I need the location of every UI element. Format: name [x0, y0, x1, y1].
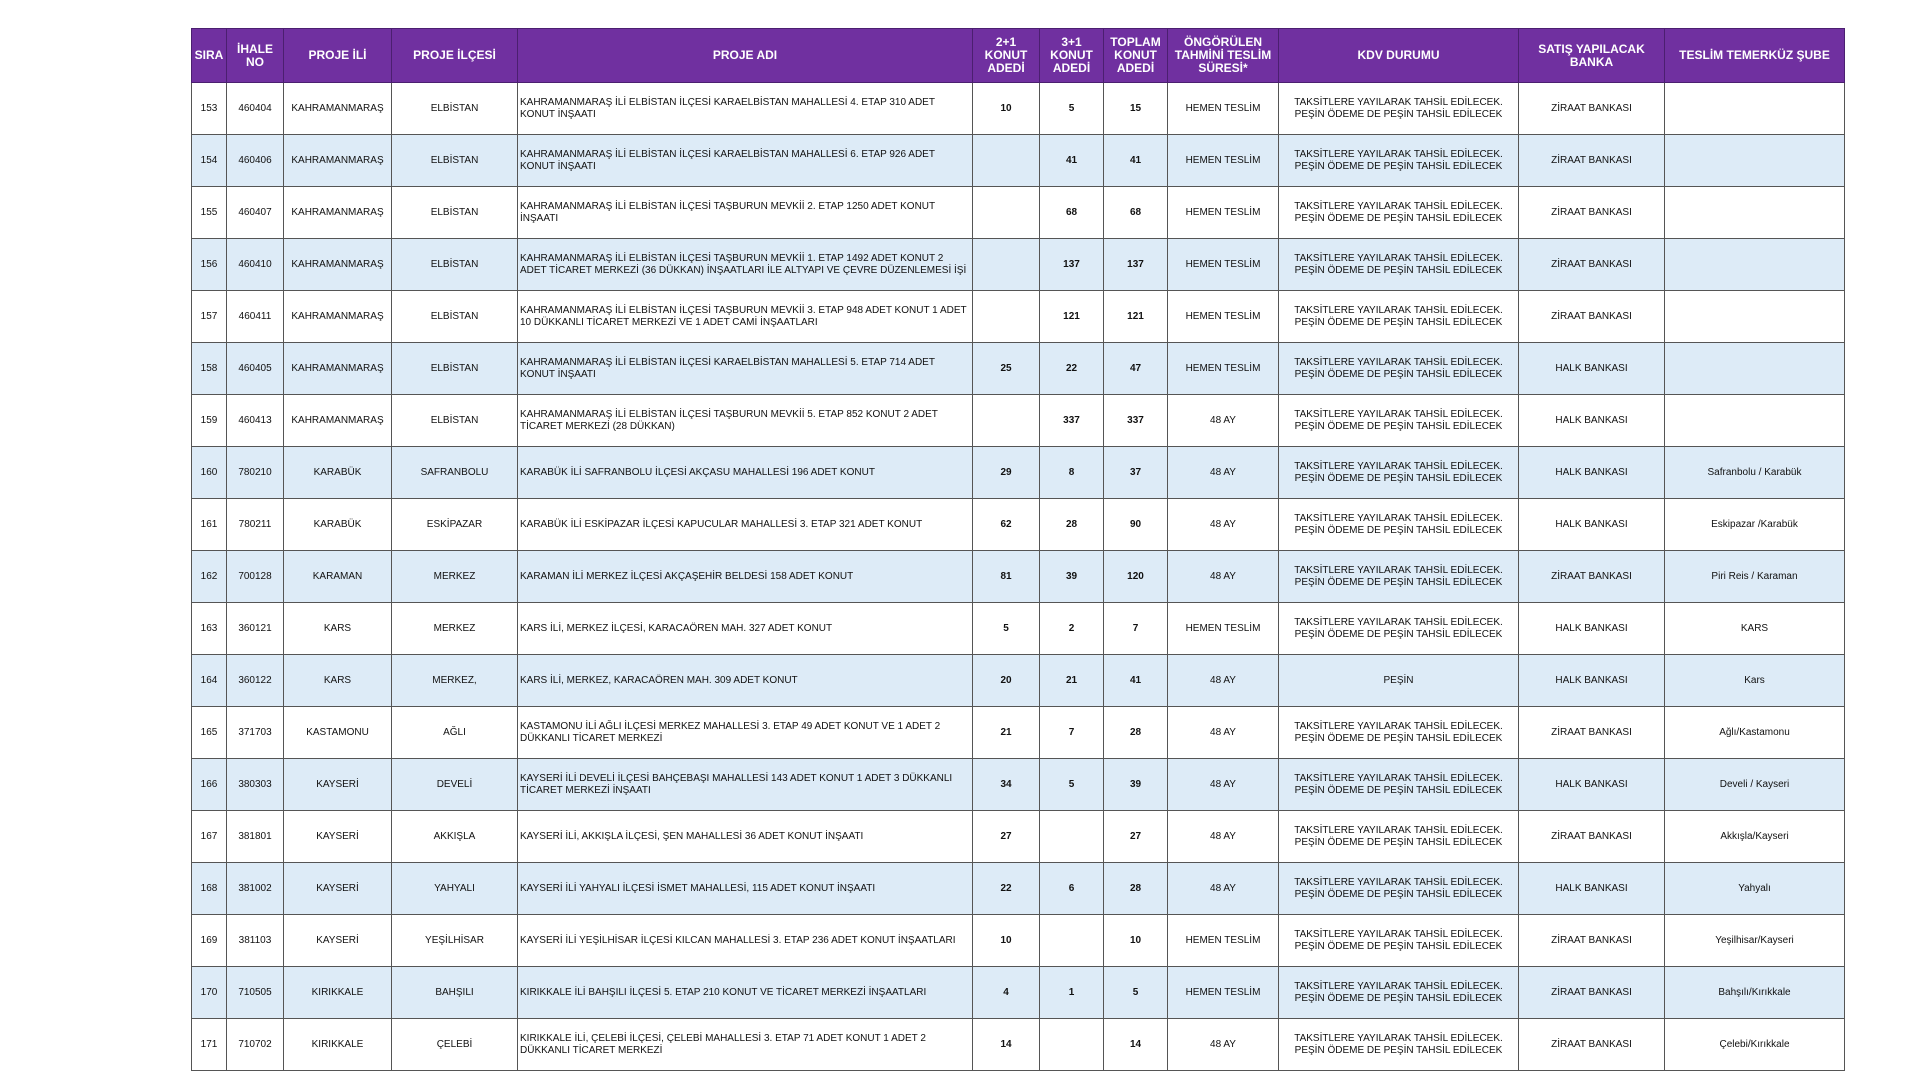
cell-teslim-suresi: HEMEN TESLİM: [1168, 187, 1279, 239]
cell-toplam: 41: [1104, 135, 1168, 187]
cell-proje-adi: KARAMAN İLİ MERKEZ İLÇESİ AKÇAŞEHİR BELDESİ 158 ADET KONUT: [518, 551, 973, 603]
cell-teslim-suresi: 48 AY: [1168, 447, 1279, 499]
cell-ihale-no: 710505: [227, 967, 284, 1019]
cell-proje-ilcesi: MERKEZ: [392, 603, 518, 655]
cell-teslim-suresi: 48 AY: [1168, 551, 1279, 603]
table-row: [192, 915, 1845, 967]
cell-kdv-durumu: TAKSİTLERE YAYILARAK TAHSİL EDİLECEK. PEŞİN ÖDEME DE PEŞİN TAHSİL EDİLECEK: [1279, 499, 1519, 551]
cell-toplam: 10: [1104, 915, 1168, 967]
cell-teslim-sube: [1665, 291, 1845, 343]
cell-sira: 159: [192, 395, 227, 447]
table-row: [192, 1019, 1845, 1071]
cell-teslim-sube: Safranbolu / Karabük: [1665, 447, 1845, 499]
cell-proje-ili: KAHRAMANMARAŞ: [284, 239, 392, 291]
cell-proje-adi: KARABÜK İLİ ESKİPAZAR İLÇESİ KAPUCULAR MAHALLESİ 3. ETAP 321 ADET KONUT: [518, 499, 973, 551]
cell-2-1-konut: 25: [973, 343, 1040, 395]
cell-3-1-konut: 28: [1040, 499, 1104, 551]
cell-proje-ili: KAHRAMANMARAŞ: [284, 291, 392, 343]
cell-teslim-sube: Akkışla/Kayseri: [1665, 811, 1845, 863]
cell-proje-adi: KAYSERİ İLİ YEŞİLHİSAR İLÇESİ KILCAN MAHALLESİ 3. ETAP 236 ADET KONUT İNŞAATLARI: [518, 915, 973, 967]
header-toplam-konut: TOPLAM KONUT ADEDİ: [1104, 29, 1168, 83]
cell-ihale-no: 710702: [227, 1019, 284, 1071]
cell-3-1-konut: 39: [1040, 551, 1104, 603]
cell-sira: 153: [192, 83, 227, 135]
cell-ihale-no: 460413: [227, 395, 284, 447]
cell-teslim-sube: Piri Reis / Karaman: [1665, 551, 1845, 603]
cell-teslim-suresi: HEMEN TESLİM: [1168, 239, 1279, 291]
cell-ihale-no: 381801: [227, 811, 284, 863]
cell-3-1-konut: 2: [1040, 603, 1104, 655]
table-row: [192, 551, 1845, 603]
cell-2-1-konut: [973, 135, 1040, 187]
cell-kdv-durumu: TAKSİTLERE YAYILARAK TAHSİL EDİLECEK. PEŞİN ÖDEME DE PEŞİN TAHSİL EDİLECEK: [1279, 343, 1519, 395]
cell-banka: HALK BANKASI: [1519, 655, 1665, 707]
cell-proje-ili: KARAMAN: [284, 551, 392, 603]
table-row: [192, 83, 1845, 135]
cell-kdv-durumu: TAKSİTLERE YAYILARAK TAHSİL EDİLECEK. PEŞİN ÖDEME DE PEŞİN TAHSİL EDİLECEK: [1279, 447, 1519, 499]
cell-ihale-no: 780211: [227, 499, 284, 551]
header-sira: SIRA: [192, 29, 227, 83]
cell-3-1-konut: [1040, 915, 1104, 967]
header-proje-ilcesi: PROJE İLÇESİ: [392, 29, 518, 83]
cell-3-1-konut: 21: [1040, 655, 1104, 707]
cell-2-1-konut: 10: [973, 83, 1040, 135]
cell-proje-ilcesi: BAHŞILI: [392, 967, 518, 1019]
cell-banka: ZİRAAT BANKASI: [1519, 187, 1665, 239]
header-proje-adi: PROJE ADI: [518, 29, 973, 83]
cell-proje-ili: KARABÜK: [284, 499, 392, 551]
cell-toplam: 14: [1104, 1019, 1168, 1071]
table-row: [192, 343, 1845, 395]
cell-teslim-suresi: 48 AY: [1168, 759, 1279, 811]
cell-teslim-sube: [1665, 343, 1845, 395]
cell-3-1-konut: 121: [1040, 291, 1104, 343]
cell-toplam: 121: [1104, 291, 1168, 343]
cell-banka: ZİRAAT BANKASI: [1519, 811, 1665, 863]
header-row: [192, 29, 1845, 83]
cell-proje-ilcesi: ELBİSTAN: [392, 291, 518, 343]
cell-proje-ili: KIRIKKALE: [284, 967, 392, 1019]
cell-proje-adi: KAYSERİ İLİ DEVELİ İLÇESİ BAHÇEBAŞI MAHALLESİ 143 ADET KONUT 1 ADET 3 DÜKKANLI TİCARET MERKEZİ İNŞAATI: [518, 759, 973, 811]
cell-2-1-konut: 5: [973, 603, 1040, 655]
cell-proje-ili: KAHRAMANMARAŞ: [284, 83, 392, 135]
table-row: [192, 603, 1845, 655]
cell-kdv-durumu: TAKSİTLERE YAYILARAK TAHSİL EDİLECEK. PEŞİN ÖDEME DE PEŞİN TAHSİL EDİLECEK: [1279, 603, 1519, 655]
cell-banka: HALK BANKASI: [1519, 395, 1665, 447]
cell-3-1-konut: 68: [1040, 187, 1104, 239]
table-row: [192, 135, 1845, 187]
cell-proje-ili: KAHRAMANMARAŞ: [284, 187, 392, 239]
cell-teslim-suresi: HEMEN TESLİM: [1168, 83, 1279, 135]
cell-proje-ili: KARS: [284, 603, 392, 655]
cell-sira: 155: [192, 187, 227, 239]
cell-sira: 162: [192, 551, 227, 603]
cell-teslim-suresi: 48 AY: [1168, 707, 1279, 759]
cell-toplam: 137: [1104, 239, 1168, 291]
cell-teslim-suresi: 48 AY: [1168, 655, 1279, 707]
cell-2-1-konut: 22: [973, 863, 1040, 915]
cell-proje-ilcesi: YAHYALI: [392, 863, 518, 915]
cell-proje-adi: KARS İLİ, MERKEZ, KARACAÖREN MAH. 309 ADET KONUT: [518, 655, 973, 707]
cell-2-1-konut: [973, 291, 1040, 343]
cell-3-1-konut: 137: [1040, 239, 1104, 291]
cell-3-1-konut: [1040, 1019, 1104, 1071]
cell-proje-ilcesi: ELBİSTAN: [392, 239, 518, 291]
cell-2-1-konut: [973, 395, 1040, 447]
cell-toplam: 37: [1104, 447, 1168, 499]
cell-2-1-konut: 62: [973, 499, 1040, 551]
cell-teslim-suresi: HEMEN TESLİM: [1168, 915, 1279, 967]
cell-toplam: 47: [1104, 343, 1168, 395]
cell-proje-adi: KARABÜK İLİ SAFRANBOLU İLÇESİ AKÇASU MAHALLESİ 196 ADET KONUT: [518, 447, 973, 499]
cell-3-1-konut: 5: [1040, 83, 1104, 135]
cell-teslim-sube: [1665, 187, 1845, 239]
table-row: [192, 863, 1845, 915]
cell-teslim-sube: Kars: [1665, 655, 1845, 707]
cell-kdv-durumu: TAKSİTLERE YAYILARAK TAHSİL EDİLECEK. PEŞİN ÖDEME DE PEŞİN TAHSİL EDİLECEK: [1279, 759, 1519, 811]
cell-3-1-konut: 22: [1040, 343, 1104, 395]
cell-teslim-suresi: HEMEN TESLİM: [1168, 135, 1279, 187]
cell-proje-ilcesi: ESKİPAZAR: [392, 499, 518, 551]
cell-teslim-suresi: HEMEN TESLİM: [1168, 603, 1279, 655]
cell-proje-ili: KAHRAMANMARAŞ: [284, 395, 392, 447]
cell-proje-adi: KASTAMONU İLİ AĞLI İLÇESİ MERKEZ MAHALLESİ 3. ETAP 49 ADET KONUT VE 1 ADET 2 DÜKKANLI TİCARET MERKEZİ: [518, 707, 973, 759]
cell-ihale-no: 360122: [227, 655, 284, 707]
cell-2-1-konut: 29: [973, 447, 1040, 499]
cell-teslim-sube: Ağlı/Kastamonu: [1665, 707, 1845, 759]
cell-toplam: 7: [1104, 603, 1168, 655]
cell-sira: 157: [192, 291, 227, 343]
cell-sira: 156: [192, 239, 227, 291]
cell-3-1-konut: 7: [1040, 707, 1104, 759]
cell-kdv-durumu: TAKSİTLERE YAYILARAK TAHSİL EDİLECEK. PEŞİN ÖDEME DE PEŞİN TAHSİL EDİLECEK: [1279, 863, 1519, 915]
cell-proje-ili: KAHRAMANMARAŞ: [284, 135, 392, 187]
cell-2-1-konut: 20: [973, 655, 1040, 707]
cell-teslim-suresi: 48 AY: [1168, 499, 1279, 551]
cell-banka: HALK BANKASI: [1519, 499, 1665, 551]
cell-kdv-durumu: TAKSİTLERE YAYILARAK TAHSİL EDİLECEK. PEŞİN ÖDEME DE PEŞİN TAHSİL EDİLECEK: [1279, 83, 1519, 135]
cell-proje-adi: KAHRAMANMARAŞ İLİ ELBİSTAN İLÇESİ KARAELBİSTAN MAHALLESİ 4. ETAP 310 ADET KONUT İNŞAATI: [518, 83, 973, 135]
cell-2-1-konut: 4: [973, 967, 1040, 1019]
cell-toplam: 15: [1104, 83, 1168, 135]
cell-banka: ZİRAAT BANKASI: [1519, 291, 1665, 343]
cell-proje-adi: KAHRAMANMARAŞ İLİ ELBİSTAN İLÇESİ TAŞBURUN MEVKİİ 1. ETAP 1492 ADET KONUT 2 ADET TİCARET MERKEZİ (36 DÜKKAN) İNŞAATLARI İLE ALTYAPI VE ÇEVRE DÜZENLEMESİ İŞİ: [518, 239, 973, 291]
cell-proje-ilcesi: DEVELİ: [392, 759, 518, 811]
cell-toplam: 28: [1104, 707, 1168, 759]
cell-toplam: 28: [1104, 863, 1168, 915]
cell-teslim-sube: [1665, 395, 1845, 447]
table-row: [192, 811, 1845, 863]
cell-ihale-no: 460407: [227, 187, 284, 239]
cell-3-1-konut: 337: [1040, 395, 1104, 447]
cell-kdv-durumu: TAKSİTLERE YAYILARAK TAHSİL EDİLECEK. PEŞİN ÖDEME DE PEŞİN TAHSİL EDİLECEK: [1279, 915, 1519, 967]
cell-banka: ZİRAAT BANKASI: [1519, 1019, 1665, 1071]
cell-proje-ili: KAYSERİ: [284, 759, 392, 811]
cell-proje-ili: KAYSERİ: [284, 863, 392, 915]
cell-proje-ili: KIRIKKALE: [284, 1019, 392, 1071]
cell-proje-adi: KAHRAMANMARAŞ İLİ ELBİSTAN İLÇESİ TAŞBURUN MEVKİİ 3. ETAP 948 ADET KONUT 1 ADET 10 DÜKKANLI TİCARET MERKEZİ VE 1 ADET CAMİ İNŞAATLARI: [518, 291, 973, 343]
cell-teslim-suresi: HEMEN TESLİM: [1168, 967, 1279, 1019]
cell-proje-ilcesi: AKKIŞLA: [392, 811, 518, 863]
cell-teslim-sube: Eskipazar /Karabük: [1665, 499, 1845, 551]
cell-toplam: 5: [1104, 967, 1168, 1019]
cell-ihale-no: 381002: [227, 863, 284, 915]
cell-proje-ili: KARABÜK: [284, 447, 392, 499]
cell-sira: 167: [192, 811, 227, 863]
cell-proje-ili: KASTAMONU: [284, 707, 392, 759]
cell-banka: ZİRAAT BANKASI: [1519, 707, 1665, 759]
cell-ihale-no: 460411: [227, 291, 284, 343]
cell-proje-ilcesi: AĞLI: [392, 707, 518, 759]
cell-2-1-konut: 81: [973, 551, 1040, 603]
cell-sira: 161: [192, 499, 227, 551]
cell-proje-adi: KAYSERİ İLİ, AKKIŞLA İLÇESİ, ŞEN MAHALLESİ 36 ADET KONUT İNŞAATI: [518, 811, 973, 863]
cell-ihale-no: 371703: [227, 707, 284, 759]
table-row: [192, 395, 1845, 447]
cell-proje-ilcesi: ELBİSTAN: [392, 395, 518, 447]
cell-ihale-no: 780210: [227, 447, 284, 499]
table-row: [192, 187, 1845, 239]
cell-proje-ili: KARS: [284, 655, 392, 707]
header-proje-ili: PROJE İLİ: [284, 29, 392, 83]
table-row: [192, 499, 1845, 551]
cell-sira: 166: [192, 759, 227, 811]
cell-ihale-no: 360121: [227, 603, 284, 655]
cell-teslim-suresi: 48 AY: [1168, 395, 1279, 447]
cell-kdv-durumu: TAKSİTLERE YAYILARAK TAHSİL EDİLECEK. PEŞİN ÖDEME DE PEŞİN TAHSİL EDİLECEK: [1279, 967, 1519, 1019]
cell-banka: ZİRAAT BANKASI: [1519, 551, 1665, 603]
table-row: [192, 239, 1845, 291]
cell-teslim-sube: [1665, 83, 1845, 135]
cell-teslim-sube: [1665, 239, 1845, 291]
cell-toplam: 90: [1104, 499, 1168, 551]
cell-2-1-konut: [973, 187, 1040, 239]
cell-sira: 169: [192, 915, 227, 967]
table-row: [192, 655, 1845, 707]
cell-sira: 170: [192, 967, 227, 1019]
cell-sira: 160: [192, 447, 227, 499]
table-row: [192, 759, 1845, 811]
cell-sira: 165: [192, 707, 227, 759]
cell-toplam: 337: [1104, 395, 1168, 447]
cell-kdv-durumu: TAKSİTLERE YAYILARAK TAHSİL EDİLECEK. PEŞİN ÖDEME DE PEŞİN TAHSİL EDİLECEK: [1279, 811, 1519, 863]
cell-proje-ilcesi: ÇELEBİ: [392, 1019, 518, 1071]
cell-ihale-no: 460405: [227, 343, 284, 395]
cell-ihale-no: 460406: [227, 135, 284, 187]
cell-2-1-konut: [973, 239, 1040, 291]
table-row: [192, 707, 1845, 759]
cell-proje-adi: KAHRAMANMARAŞ İLİ ELBİSTAN İLÇESİ TAŞBURUN MEVKİİ 2. ETAP 1250 ADET KONUT İNŞAATI: [518, 187, 973, 239]
cell-3-1-konut: 6: [1040, 863, 1104, 915]
cell-proje-ili: KAHRAMANMARAŞ: [284, 343, 392, 395]
cell-2-1-konut: 21: [973, 707, 1040, 759]
cell-kdv-durumu: TAKSİTLERE YAYILARAK TAHSİL EDİLECEK. PEŞİN ÖDEME DE PEŞİN TAHSİL EDİLECEK: [1279, 291, 1519, 343]
cell-teslim-sube: Develi / Kayseri: [1665, 759, 1845, 811]
cell-banka: HALK BANKASI: [1519, 863, 1665, 915]
cell-banka: ZİRAAT BANKASI: [1519, 135, 1665, 187]
header-teslim-sube: TESLİM TEMERKÜZ ŞUBE: [1665, 29, 1845, 83]
cell-proje-adi: KAHRAMANMARAŞ İLİ ELBİSTAN İLÇESİ KARAELBİSTAN MAHALLESİ 5. ETAP 714 ADET KONUT İNŞAATI: [518, 343, 973, 395]
cell-teslim-suresi: HEMEN TESLİM: [1168, 343, 1279, 395]
cell-2-1-konut: 10: [973, 915, 1040, 967]
cell-banka: ZİRAAT BANKASI: [1519, 915, 1665, 967]
cell-3-1-konut: 5: [1040, 759, 1104, 811]
cell-proje-ilcesi: ELBİSTAN: [392, 135, 518, 187]
cell-proje-ilcesi: MERKEZ: [392, 551, 518, 603]
cell-3-1-konut: [1040, 811, 1104, 863]
table-row: [192, 967, 1845, 1019]
cell-toplam: 27: [1104, 811, 1168, 863]
cell-teslim-suresi: 48 AY: [1168, 811, 1279, 863]
cell-sira: 168: [192, 863, 227, 915]
cell-proje-ili: KAYSERİ: [284, 811, 392, 863]
cell-kdv-durumu: TAKSİTLERE YAYILARAK TAHSİL EDİLECEK. PEŞİN ÖDEME DE PEŞİN TAHSİL EDİLECEK: [1279, 395, 1519, 447]
cell-kdv-durumu: TAKSİTLERE YAYILARAK TAHSİL EDİLECEK. PEŞİN ÖDEME DE PEŞİN TAHSİL EDİLECEK: [1279, 551, 1519, 603]
cell-proje-adi: KAHRAMANMARAŞ İLİ ELBİSTAN İLÇESİ TAŞBURUN MEVKİİ 5. ETAP 852 KONUT 2 ADET TİCARET MERKEZİ (28 DÜKKAN): [518, 395, 973, 447]
cell-teslim-sube: Yahyalı: [1665, 863, 1845, 915]
cell-banka: HALK BANKASI: [1519, 343, 1665, 395]
cell-proje-ilcesi: SAFRANBOLU: [392, 447, 518, 499]
cell-kdv-durumu: TAKSİTLERE YAYILARAK TAHSİL EDİLECEK. PEŞİN ÖDEME DE PEŞİN TAHSİL EDİLECEK: [1279, 239, 1519, 291]
cell-teslim-sube: KARS: [1665, 603, 1845, 655]
cell-teslim-sube: Çelebi/Kırıkkale: [1665, 1019, 1845, 1071]
table-row: [192, 291, 1845, 343]
cell-sira: 154: [192, 135, 227, 187]
cell-toplam: 39: [1104, 759, 1168, 811]
cell-proje-adi: KAHRAMANMARAŞ İLİ ELBİSTAN İLÇESİ KARAELBİSTAN MAHALLESİ 6. ETAP 926 ADET KONUT İNŞAATI: [518, 135, 973, 187]
cell-teslim-suresi: 48 AY: [1168, 1019, 1279, 1071]
cell-toplam: 120: [1104, 551, 1168, 603]
cell-toplam: 41: [1104, 655, 1168, 707]
cell-kdv-durumu: TAKSİTLERE YAYILARAK TAHSİL EDİLECEK. PEŞİN ÖDEME DE PEŞİN TAHSİL EDİLECEK: [1279, 135, 1519, 187]
cell-banka: ZİRAAT BANKASI: [1519, 83, 1665, 135]
cell-proje-adi: KIRIKKALE İLİ BAHŞILI İLÇESİ 5. ETAP 210 KONUT VE TİCARET MERKEZİ İNŞAATLARI: [518, 967, 973, 1019]
cell-proje-ilcesi: MERKEZ,: [392, 655, 518, 707]
cell-proje-adi: KARS İLİ, MERKEZ İLÇESİ, KARACAÖREN MAH. 327 ADET KONUT: [518, 603, 973, 655]
cell-3-1-konut: 41: [1040, 135, 1104, 187]
cell-teslim-sube: Yeşilhisar/Kayseri: [1665, 915, 1845, 967]
table-row: [192, 447, 1845, 499]
cell-teslim-suresi: HEMEN TESLİM: [1168, 291, 1279, 343]
cell-proje-ilcesi: ELBİSTAN: [392, 187, 518, 239]
cell-toplam: 68: [1104, 187, 1168, 239]
cell-kdv-durumu: PEŞİN: [1279, 655, 1519, 707]
cell-sira: 171: [192, 1019, 227, 1071]
cell-proje-ilcesi: ELBİSTAN: [392, 83, 518, 135]
cell-ihale-no: 460410: [227, 239, 284, 291]
cell-banka: ZİRAAT BANKASI: [1519, 967, 1665, 1019]
header-kdv-durumu: KDV DURUMU: [1279, 29, 1519, 83]
cell-ihale-no: 380303: [227, 759, 284, 811]
cell-2-1-konut: 27: [973, 811, 1040, 863]
header-teslim-suresi: ÖNGÖRÜLEN TAHMİNİ TESLİM SÜRESİ*: [1168, 29, 1279, 83]
cell-teslim-suresi: 48 AY: [1168, 863, 1279, 915]
header-ihale-no: İHALE NO: [227, 29, 284, 83]
cell-teslim-sube: Bahşılı/Kırıkkale: [1665, 967, 1845, 1019]
cell-kdv-durumu: TAKSİTLERE YAYILARAK TAHSİL EDİLECEK. PEŞİN ÖDEME DE PEŞİN TAHSİL EDİLECEK: [1279, 187, 1519, 239]
cell-proje-ili: KAYSERİ: [284, 915, 392, 967]
cell-ihale-no: 381103: [227, 915, 284, 967]
cell-3-1-konut: 1: [1040, 967, 1104, 1019]
header-banka: SATIŞ YAPILACAK BANKA: [1519, 29, 1665, 83]
cell-banka: HALK BANKASI: [1519, 759, 1665, 811]
cell-proje-ilcesi: ELBİSTAN: [392, 343, 518, 395]
cell-banka: HALK BANKASI: [1519, 447, 1665, 499]
cell-kdv-durumu: TAKSİTLERE YAYILARAK TAHSİL EDİLECEK. PEŞİN ÖDEME DE PEŞİN TAHSİL EDİLECEK: [1279, 1019, 1519, 1071]
cell-3-1-konut: 8: [1040, 447, 1104, 499]
cell-banka: ZİRAAT BANKASI: [1519, 239, 1665, 291]
cell-2-1-konut: 14: [973, 1019, 1040, 1071]
cell-ihale-no: 460404: [227, 83, 284, 135]
cell-proje-adi: KAYSERİ İLİ YAHYALI İLÇESİ İSMET MAHALLESİ, 115 ADET KONUT İNŞAATI: [518, 863, 973, 915]
cell-sira: 163: [192, 603, 227, 655]
cell-2-1-konut: 34: [973, 759, 1040, 811]
cell-sira: 164: [192, 655, 227, 707]
cell-proje-ilcesi: YEŞİLHİSAR: [392, 915, 518, 967]
cell-banka: HALK BANKASI: [1519, 603, 1665, 655]
header-3-1-konut: 3+1 KONUT ADEDİ: [1040, 29, 1104, 83]
cell-ihale-no: 700128: [227, 551, 284, 603]
header-2-1-konut: 2+1 KONUT ADEDİ: [973, 29, 1040, 83]
cell-proje-adi: KIRIKKALE İLİ, ÇELEBİ İLÇESİ, ÇELEBİ MAHALLESİ 3. ETAP 71 ADET KONUT 1 ADET 2 DÜKKANLI TİCARET MERKEZİ: [518, 1019, 973, 1071]
cell-teslim-sube: [1665, 135, 1845, 187]
table-body: [192, 83, 1845, 1071]
housing-projects-table: [191, 28, 1845, 1071]
cell-sira: 158: [192, 343, 227, 395]
cell-kdv-durumu: TAKSİTLERE YAYILARAK TAHSİL EDİLECEK. PEŞİN ÖDEME DE PEŞİN TAHSİL EDİLECEK: [1279, 707, 1519, 759]
